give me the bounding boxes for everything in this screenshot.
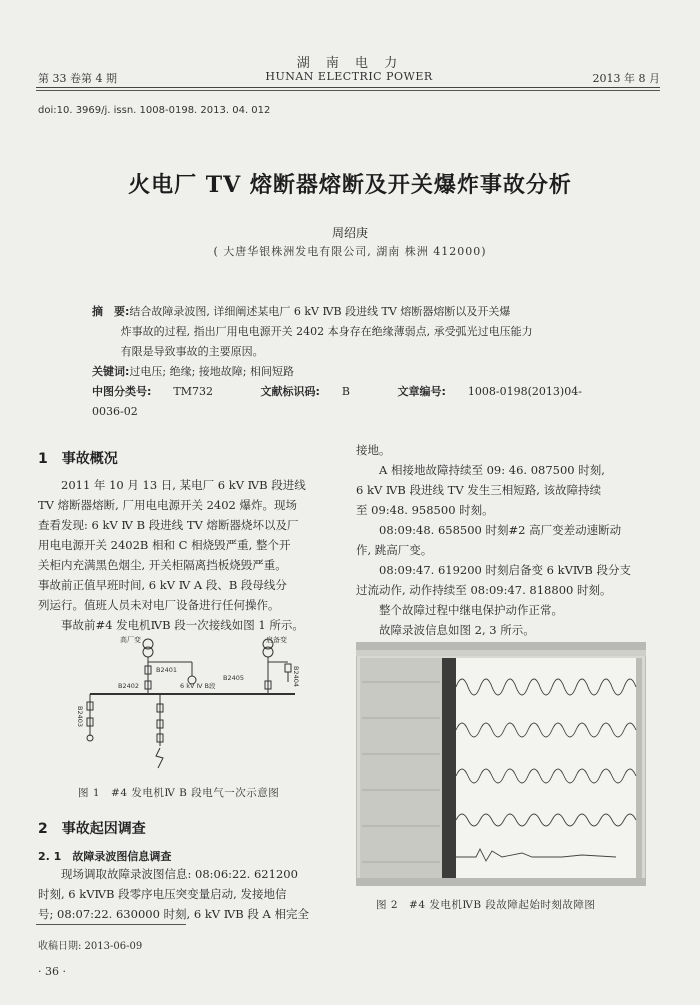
section-2-body: 现场调取故障录波图信息: 08:06:22. 621200 时刻, 6 kVⅣB 段零序电压突变量启动, 发接地信 号; 08:07:22. 630000 时刻, 6 kV ⅣB 段 A 相完全	[38, 867, 309, 921]
abstract-line-3: 有限是导致事故的主要原因。	[120, 345, 264, 358]
journal-name-cn: 湖 南 电 力	[296, 56, 404, 71]
header-rule-thin	[36, 90, 660, 91]
running-header	[38, 70, 660, 88]
issue-date: 2013 年 8 月	[592, 72, 660, 85]
journal-name-en: HUNAN ELECTRIC POWER	[265, 70, 433, 83]
label-b2401: B2401	[156, 666, 178, 674]
keywords-label: 关键词:	[92, 365, 130, 378]
author: 周绍庚	[331, 226, 368, 240]
figure-1-diagram	[60, 636, 320, 776]
section-1-heading: 1 事故概况	[38, 451, 118, 467]
label-qibeibian: 启备变	[266, 636, 287, 644]
header-rule	[36, 87, 660, 88]
abstract	[92, 302, 612, 422]
figure-1-caption: 图 1 #4 发电机Ⅳ B 段电气一次示意图	[78, 787, 280, 799]
article-no-value: 1008-0198(2013)04-0036-02	[92, 385, 582, 418]
section-2-heading: 2 事故起因调查	[38, 821, 146, 837]
affiliation: ( 大唐华银株洲发电有限公司, 湖南 株洲 412000)	[213, 245, 487, 258]
right-column-body: 接地。 A 相接地故障持续至 09: 46. 087500 时刻, 6 kV ⅣB 段进线 TV 发生三相短路, 该故障持续 至 09:48. 958500 时刻。 08:09:48. 658500 时刻#2 高厂变差动速断动 作, 跳高厂变。 08:09:47. 619200 时刻启备变 6 kVⅣB 段分支 过流动作, 动作持续至 08:09:47. 818800 时刻。 整个故障过程中继电保护动作正常。 故障录波信息如图 2, 3 所示。	[356, 443, 632, 637]
label-bus: 6 kV Ⅳ B段	[180, 682, 216, 690]
footnote-rule	[36, 924, 186, 925]
keywords	[92, 362, 612, 382]
volume-issue: 第 33 卷第 4 期	[38, 72, 117, 85]
received-date: 收稿日期: 2013-06-09	[38, 941, 143, 952]
class-value: TM732	[173, 385, 214, 398]
plot-area	[456, 658, 636, 878]
article-no-label: 文章编号:	[397, 385, 446, 398]
label-b2403: B2403	[76, 706, 84, 728]
doc-code-value: B	[341, 385, 351, 398]
classification-row	[92, 382, 612, 422]
section-1-body: 2011 年 10 月 13 日, 某电厂 6 kV ⅣB 段进线 TV 熔断器熔断, 厂用电电源开关 2402 爆炸。现场 查看发现: 6 kV Ⅳ B 段进线 TV 熔断器烧坏以及厂 用电电源开关 2402B 相和 C 相烧毁严重, 整个开 关柜内充满黑色烟尘, 开关柜隔离挡板烧毁严重。 事故前正值早班时间, 6 kV Ⅳ A 段、B 段母线分 列运行。值班人员未对电厂设备进行任何操作。 事故前#4 发电机ⅣB 段一次接线如图 1 所示。	[38, 478, 306, 632]
cursor-bar	[442, 658, 456, 878]
doc-code-label: 文献标识码:	[260, 385, 320, 398]
label-b2402: B2402	[118, 682, 140, 690]
subsection-2-1-heading: 2. 1 故障录波图信息调查	[38, 850, 172, 863]
label-b2404: B2404	[292, 666, 300, 688]
label-gaochangbian: 高厂变	[120, 636, 141, 644]
article-title: 火电厂 TV 熔断器熔断及开关爆炸事故分析	[128, 172, 572, 198]
keywords-value: 过电压; 绝缘; 接地故障; 相间短路	[129, 365, 295, 378]
figure-2-waveform	[356, 642, 646, 886]
figure-2-caption: 图 2 #4 发电机ⅣB 段故障起始时刻故障图	[376, 899, 596, 911]
doi: doi:10. 3969/j. issn. 1008-0198. 2013. 04. 012	[38, 105, 271, 116]
label-b2405: B2405	[223, 674, 245, 682]
channel-list-panel	[360, 658, 442, 878]
abstract-line-2: 炸事故的过程, 指出厂用电电源开关 2402 本身存在绝缘薄弱点, 承受弧光过电压能力	[120, 325, 533, 338]
scrollbar	[636, 658, 642, 878]
abstract-label: 摘 要:	[92, 305, 130, 318]
class-label: 中图分类号:	[92, 385, 152, 398]
page-number: · 36 ·	[38, 965, 66, 978]
abstract-line-1: 摘 要:结合故障录波图, 详细阐述某电厂 6 kV ⅣB 段进线 TV 熔断器熔断以及开关爆	[92, 305, 511, 318]
